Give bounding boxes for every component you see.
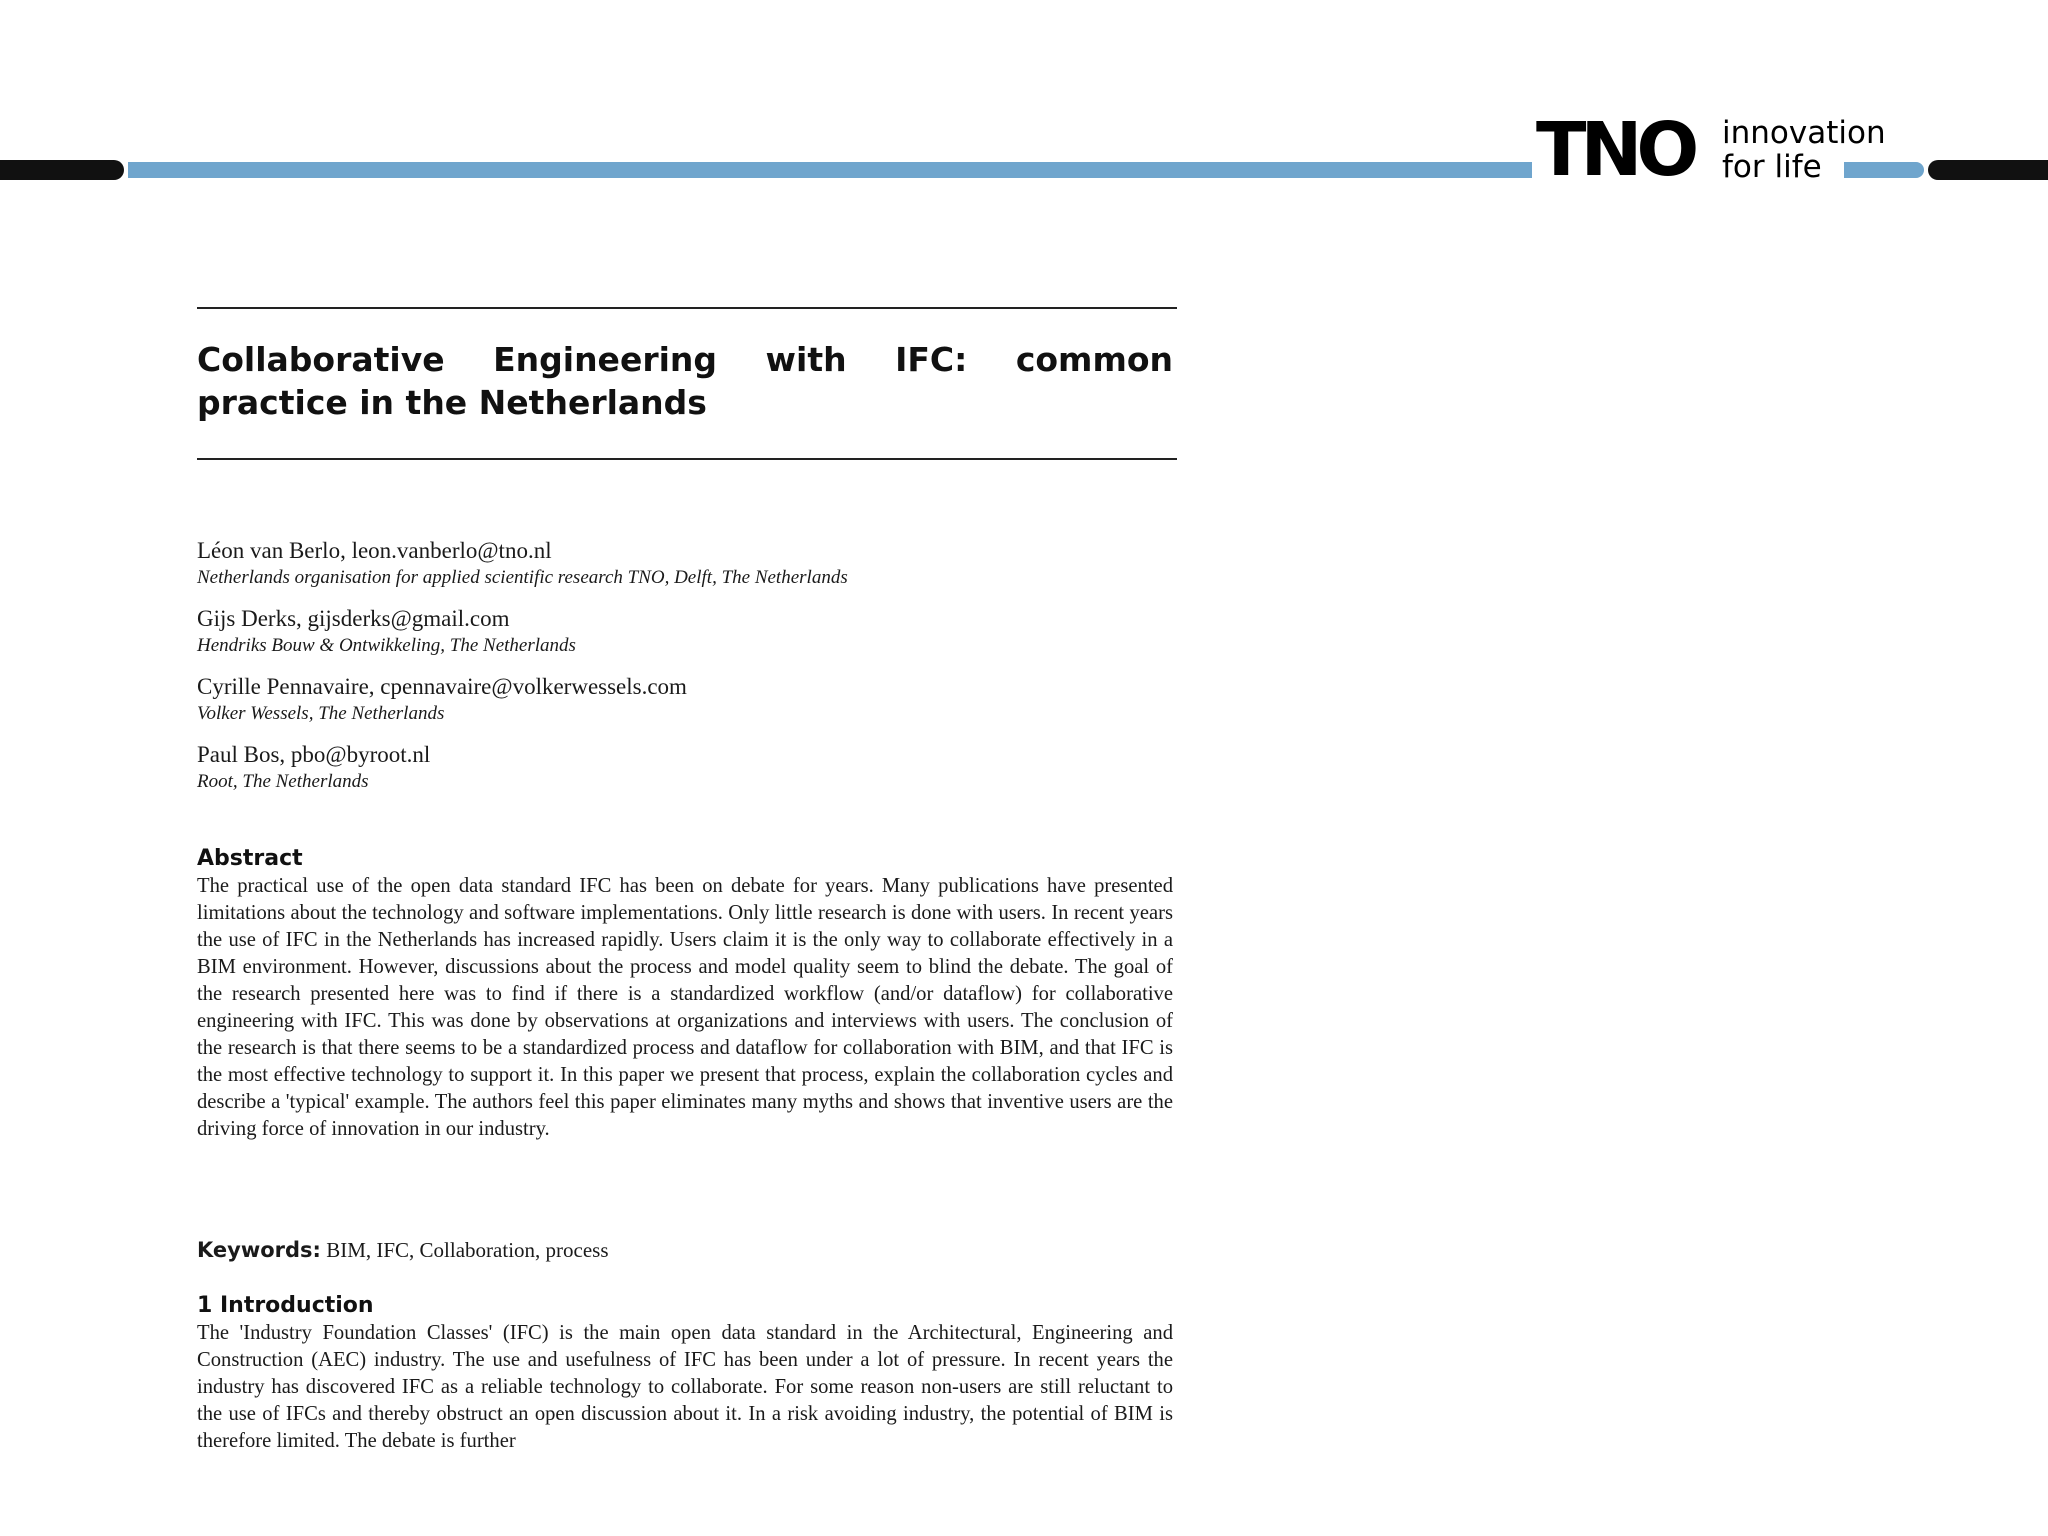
- abstract-section: [197, 845, 1173, 1143]
- author-affiliation: Volker Wessels, The Netherlands: [197, 703, 445, 724]
- author-affiliation: Hendriks Bouw & Ontwikkeling, The Netherlands: [197, 635, 576, 656]
- tagline-line-1: innovation: [1722, 115, 1886, 151]
- abstract-heading: Abstract: [197, 846, 303, 871]
- author-entry: [197, 672, 1173, 726]
- band-black-left: [0, 160, 124, 180]
- introduction-heading: 1 Introduction: [197, 1293, 374, 1318]
- introduction-section: [197, 1292, 1173, 1458]
- author-entry: [197, 604, 1173, 658]
- author-affiliation: Netherlands organisation for applied scientific research TNO, Delft, The Netherlands: [197, 567, 848, 588]
- band-black-right: [1928, 160, 2048, 180]
- keywords-label: Keywords:: [197, 1238, 321, 1262]
- author-entry: [197, 740, 1173, 794]
- introduction-text: The 'Industry Foundation Classes' (IFC) is the main open data standard in the Architectural, Engineering and Construction (AEC) industry. The use and usefulness of IFC has been under a lot of pressure. In recent years the industry has discovered IFC as a reliable technology to collaborate. For some reason non-users are still reluctant to the use of IFCs and thereby obstruct an open discussion about it. In a risk avoiding industry, the potential of BIM is therefore limited. The debate is further: [197, 1322, 1173, 1452]
- title-rule-bottom: [197, 458, 1177, 460]
- author-list: [197, 536, 1173, 808]
- tno-logo-mark: TNO: [1536, 107, 1694, 193]
- keywords-value: BIM, IFC, Collaboration, process: [326, 1238, 609, 1262]
- author-name: Paul Bos, pbo@byroot.nl: [197, 742, 431, 767]
- author-name: Léon van Berlo, leon.vanberlo@tno.nl: [197, 538, 552, 563]
- tno-logo: [1536, 107, 1896, 193]
- author-name: Cyrille Pennavaire, cpennavaire@volkerwessels.com: [197, 674, 687, 699]
- author-entry: [197, 536, 1173, 590]
- tagline-line-2: for life: [1722, 149, 1822, 185]
- band-blue-left: [128, 162, 1532, 178]
- keywords-line: [197, 1236, 1173, 1264]
- author-name: Gijs Derks, gijsderks@gmail.com: [197, 606, 510, 631]
- paper-title: Collaborative Engineering with IFC: common practice in the Netherlands: [197, 340, 1173, 422]
- tno-logo-tagline: [1722, 116, 1886, 184]
- abstract-text: The practical use of the open data standard IFC has been on debate for years. Many publications have presented limitations about the technology and software implementations. Only little research is done with users. In recent years the use of IFC in the Netherlands has increased rapidly. Users claim it is the only way to collaborate effectively in a BIM environment. However, discussions about the process and model quality seem to blind the debate. The goal of the research presented here was to find if there is a standardized workflow (and/or dataflow) for collaborative engineering with IFC. This was done by observations at organizations and interviews with users. The conclusion of the research is that there seems to be a standardized process and dataflow for collaboration with BIM, and that IFC is the most effective technology to support it. In this paper we present that process, explain the collaboration cycles and describe a 'typical' example. The authors feel this paper eliminates many myths and shows that inventive users are the driving force of innovation in our industry.: [197, 875, 1173, 1140]
- author-affiliation: Root, The Netherlands: [197, 771, 369, 792]
- title-rule-top: [197, 307, 1177, 309]
